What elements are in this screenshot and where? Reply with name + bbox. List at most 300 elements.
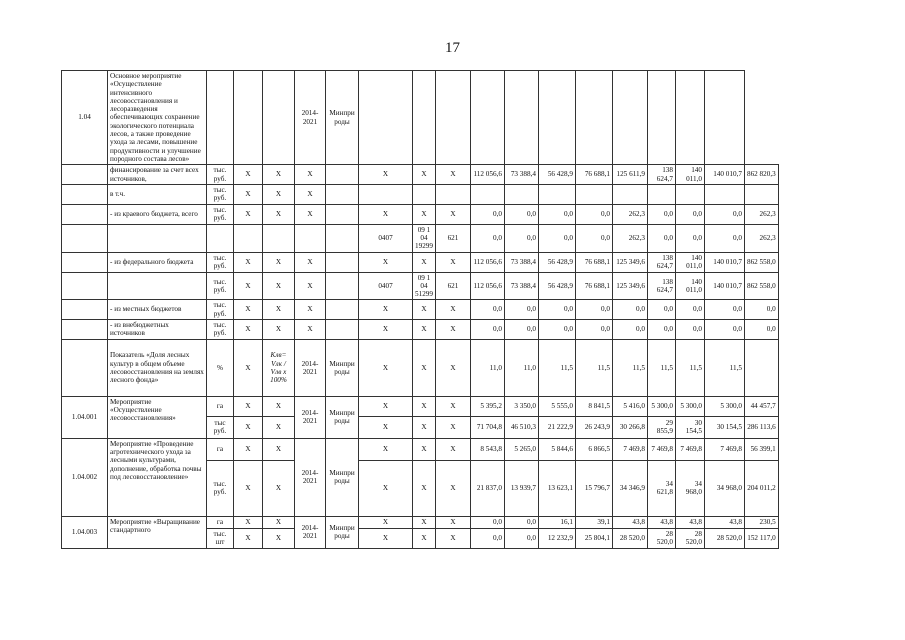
period-cell: 2014-2021	[295, 71, 326, 165]
table-cell: X	[359, 396, 413, 416]
value-cell: 44 457,7	[744, 396, 778, 416]
table-cell	[326, 165, 359, 185]
table-cell: X	[435, 396, 470, 416]
value-cell: 39,1	[575, 516, 612, 528]
value-cell: 862 820,3	[744, 165, 778, 185]
activity-1-04-002-row-1	[62, 438, 779, 460]
table-cell	[326, 272, 359, 300]
table-cell: X	[295, 204, 326, 224]
value-cell	[744, 339, 778, 396]
table-cell	[62, 252, 108, 272]
activity-1-04-001-row-1	[62, 396, 779, 416]
value-cell: 7 469,8	[704, 438, 744, 460]
value-cell: 0,0	[647, 204, 675, 224]
table-cell: X	[263, 185, 295, 205]
table-cell: 621	[435, 272, 470, 300]
value-cell: 34 968,0	[675, 460, 704, 516]
table-cell: X	[234, 528, 263, 548]
value-cell: 125 349,6	[612, 272, 647, 300]
value-cell: 15 796,7	[575, 460, 612, 516]
table-cell: тыс. шт	[207, 528, 234, 548]
value-cell: 0,0	[575, 319, 612, 339]
table-cell: X	[413, 300, 436, 320]
table-cell: X	[359, 339, 413, 396]
row-name: - из краевого бюджета, всего	[108, 204, 207, 224]
table-cell	[326, 204, 359, 224]
row-name	[108, 224, 207, 252]
table-cell	[575, 71, 612, 165]
value-cell: 125 349,6	[612, 252, 647, 272]
value-cell: 73 388,4	[504, 165, 538, 185]
table-cell: X	[234, 319, 263, 339]
value-cell: 0,0	[504, 204, 538, 224]
value-cell: 140 011,0	[675, 252, 704, 272]
table-cell: X	[359, 460, 413, 516]
table-cell	[435, 185, 470, 205]
value-cell: 0,0	[675, 204, 704, 224]
table-cell: X	[413, 460, 436, 516]
value-cell: 0,0	[504, 528, 538, 548]
table-cell: X	[234, 396, 263, 416]
table-cell: X	[435, 416, 470, 438]
value-cell: 13 939,7	[504, 460, 538, 516]
table-cell: X	[295, 185, 326, 205]
table-cell: X	[234, 185, 263, 205]
value-cell: 25 804,1	[575, 528, 612, 548]
value-cell: 11,0	[504, 339, 538, 396]
activity-name: Мероприятие «Осуществление лесовосстановления»	[108, 396, 207, 438]
value-cell: 140 011,0	[675, 165, 704, 185]
table-cell: X	[234, 204, 263, 224]
value-cell: 140 010,7	[704, 272, 744, 300]
table-cell	[647, 71, 675, 165]
value-cell: 262,3	[744, 224, 778, 252]
table-cell	[62, 339, 108, 396]
table-cell: 09 1 04 19299	[413, 224, 436, 252]
value-cell: 30 266,8	[612, 416, 647, 438]
period-cell: 2014-2021	[295, 438, 326, 516]
value-cell: 0,0	[575, 300, 612, 320]
table-cell: X	[359, 438, 413, 460]
value-cell	[504, 185, 538, 205]
value-cell: 0,0	[470, 516, 504, 528]
value-cell: 73 388,4	[504, 272, 538, 300]
table-cell: 621	[435, 224, 470, 252]
table-cell: X	[359, 416, 413, 438]
value-cell: 56 399,1	[744, 438, 778, 460]
value-cell: 16,1	[538, 516, 575, 528]
row-name: - из федерального бюджета	[108, 252, 207, 272]
table-cell	[504, 71, 538, 165]
value-cell: 6 866,5	[575, 438, 612, 460]
value-cell: 56 428,9	[538, 272, 575, 300]
table-cell: X	[413, 204, 436, 224]
executor-cell: Минпри роды	[326, 396, 359, 438]
table-cell: X	[435, 319, 470, 339]
value-cell: 5 844,6	[538, 438, 575, 460]
value-cell: 76 688,1	[575, 252, 612, 272]
value-cell: 112 056,6	[470, 272, 504, 300]
table-cell	[359, 71, 413, 165]
executor-cell: Минпри роды	[326, 516, 359, 548]
table-cell: X	[435, 204, 470, 224]
activity-name: Мероприятие «Проведение агротехнического ухода за лесными культурами, дополнение, обработка почвы под лесовосстановление»	[108, 438, 207, 516]
value-cell: 862 558,0	[744, 252, 778, 272]
value-cell: 0,0	[504, 224, 538, 252]
value-cell: 0,0	[470, 224, 504, 252]
table-cell: X	[295, 165, 326, 185]
activity-code: 1.04.001	[62, 396, 108, 438]
table-cell: X	[413, 438, 436, 460]
value-cell: 43,8	[675, 516, 704, 528]
value-cell: 0,0	[575, 224, 612, 252]
table-cell	[62, 319, 108, 339]
value-cell: 7 469,8	[675, 438, 704, 460]
value-cell: 43,8	[704, 516, 744, 528]
value-cell: 262,3	[612, 224, 647, 252]
table-cell: X	[435, 300, 470, 320]
table-cell: X	[295, 252, 326, 272]
value-cell: 0,0	[612, 319, 647, 339]
value-cell	[744, 185, 778, 205]
value-cell: 28 520,0	[675, 528, 704, 548]
table-cell: X	[413, 252, 436, 272]
table-cell	[326, 319, 359, 339]
value-cell: 11,5	[575, 339, 612, 396]
value-cell: 12 232,9	[538, 528, 575, 548]
table-cell	[62, 204, 108, 224]
activity-code: 1.04.003	[62, 516, 108, 548]
value-cell: 230,5	[744, 516, 778, 528]
program-table	[61, 70, 779, 549]
row-code: 1.04	[62, 71, 108, 165]
table-row	[62, 252, 779, 272]
formula-cell	[263, 339, 295, 396]
value-cell: 34 968,0	[704, 460, 744, 516]
table-cell	[62, 300, 108, 320]
table-cell	[359, 185, 413, 205]
value-cell: 138 624,7	[647, 252, 675, 272]
table-cell: 2014-2021	[295, 339, 326, 396]
value-cell: 76 688,1	[575, 272, 612, 300]
unit-cell: %	[207, 339, 234, 396]
executor-cell: Минпри роды	[326, 438, 359, 516]
table-row	[62, 185, 779, 205]
value-cell: 0,0	[647, 319, 675, 339]
value-cell: 5 300,0	[704, 396, 744, 416]
value-cell: 0,0	[504, 300, 538, 320]
value-cell: 11,5	[675, 339, 704, 396]
table-cell: X	[234, 416, 263, 438]
table-cell	[263, 224, 295, 252]
value-cell: 0,0	[470, 300, 504, 320]
value-cell: 0,0	[575, 204, 612, 224]
value-cell: 56 428,9	[538, 165, 575, 185]
value-cell: 0,0	[744, 319, 778, 339]
value-cell: 21 222,9	[538, 416, 575, 438]
row-name: - из внебюджетных источников	[108, 319, 207, 339]
page-number: 17	[445, 40, 460, 56]
table-cell: X	[263, 165, 295, 185]
value-cell: 5 300,0	[675, 396, 704, 416]
table-cell: X	[359, 300, 413, 320]
table-row	[62, 319, 779, 339]
value-cell: 286 113,6	[744, 416, 778, 438]
value-cell: 862 558,0	[744, 272, 778, 300]
value-cell: 8 543,8	[470, 438, 504, 460]
period-cell: 2014-2021	[295, 516, 326, 548]
table-cell: X	[413, 396, 436, 416]
value-cell: 0,0	[704, 300, 744, 320]
table-cell	[413, 185, 436, 205]
table-cell	[538, 71, 575, 165]
value-cell: 11,5	[612, 339, 647, 396]
row-name: в т.ч.	[108, 185, 207, 205]
table-cell	[612, 71, 647, 165]
value-cell: 5 300,0	[647, 396, 675, 416]
row-name: Основное мероприятие «Осуществление интенсивного лесовосстановления и лесоразведения обеспечивающих сохранение экологического потенциала лесов, а также проведение ухода за лесами, повышение продуктивности и улучшение породного состава лесов»	[108, 71, 207, 165]
table-cell: 09 1 04 51299	[413, 272, 436, 300]
table-cell	[295, 224, 326, 252]
value-cell: 30 154,5	[704, 416, 744, 438]
table-cell	[326, 185, 359, 205]
table-cell	[62, 224, 108, 252]
value-cell	[647, 185, 675, 205]
table-row	[62, 339, 779, 396]
table-body	[62, 71, 779, 549]
value-cell: 28 520,0	[612, 528, 647, 548]
value-cell: 0,0	[744, 300, 778, 320]
value-cell	[575, 185, 612, 205]
table-row	[62, 300, 779, 320]
table-cell: га	[207, 396, 234, 416]
value-cell: 0,0	[538, 319, 575, 339]
value-cell	[612, 185, 647, 205]
table-cell: X	[234, 438, 263, 460]
value-cell: 26 243,9	[575, 416, 612, 438]
value-cell: 152 117,0	[744, 528, 778, 548]
value-cell: 0,0	[538, 204, 575, 224]
table-cell: X	[234, 339, 263, 396]
value-cell: 0,0	[647, 300, 675, 320]
value-cell: 11,0	[470, 339, 504, 396]
value-cell: 11,5	[704, 339, 744, 396]
main-activity-row	[62, 71, 779, 165]
unit-cell	[207, 224, 234, 252]
table-cell: X	[413, 319, 436, 339]
activity-1-04-003-row-1	[62, 516, 779, 528]
table-cell: X	[234, 300, 263, 320]
value-cell: 11,5	[647, 339, 675, 396]
table-cell: X	[263, 252, 295, 272]
table-cell: X	[263, 204, 295, 224]
table-cell: 0407	[359, 272, 413, 300]
value-cell: 5 395,2	[470, 396, 504, 416]
value-cell: 28 520,0	[704, 528, 744, 548]
table-cell: X	[263, 319, 295, 339]
table-cell: X	[234, 460, 263, 516]
value-cell: 125 611,9	[612, 165, 647, 185]
value-cell: 0,0	[504, 319, 538, 339]
row-name: - из местных бюджетов	[108, 300, 207, 320]
unit-cell: тыс. руб.	[207, 319, 234, 339]
table-cell: X	[234, 516, 263, 528]
value-cell: 0,0	[675, 300, 704, 320]
table-cell	[326, 300, 359, 320]
table-cell: X	[263, 528, 295, 548]
row-name: Показатель «Доля лесных культур в общем объеме лесовосстановления на землях лесного фонда»	[108, 339, 207, 396]
value-cell: 13 623,1	[538, 460, 575, 516]
table-row	[62, 224, 779, 252]
table-cell: X	[263, 300, 295, 320]
value-cell: 0,0	[675, 224, 704, 252]
table-cell	[207, 71, 234, 165]
value-cell: 0,0	[538, 224, 575, 252]
unit-cell: тыс. руб.	[207, 272, 234, 300]
table-cell	[470, 71, 504, 165]
value-cell	[704, 185, 744, 205]
table-cell: X	[413, 516, 436, 528]
table-cell: X	[234, 272, 263, 300]
table-cell: X	[435, 528, 470, 548]
table-cell: X	[413, 528, 436, 548]
value-cell: 262,3	[744, 204, 778, 224]
table-row	[62, 272, 779, 300]
table-cell: X	[263, 272, 295, 300]
unit-cell: тыс. руб.	[207, 204, 234, 224]
table-cell: X	[413, 339, 436, 396]
table-cell: X	[359, 252, 413, 272]
value-cell: 5 555,0	[538, 396, 575, 416]
value-cell: 46 510,3	[504, 416, 538, 438]
table-cell	[234, 71, 263, 165]
table-cell	[435, 71, 470, 165]
table-cell: X	[359, 204, 413, 224]
table-cell	[326, 252, 359, 272]
table-cell: тыс руб.	[207, 416, 234, 438]
value-cell: 0,0	[538, 300, 575, 320]
value-cell	[675, 185, 704, 205]
executor-cell: Минпри роды	[326, 71, 359, 165]
table-cell: Минпри роды	[326, 339, 359, 396]
table-cell: X	[435, 438, 470, 460]
table-cell	[413, 71, 436, 165]
value-cell	[470, 185, 504, 205]
table-cell: X	[295, 300, 326, 320]
row-name: финансирование за счет всех источников,	[108, 165, 207, 185]
unit-cell: тыс. руб.	[207, 185, 234, 205]
table-cell: X	[435, 165, 470, 185]
table-cell	[326, 224, 359, 252]
value-cell: 21 837,0	[470, 460, 504, 516]
row-name	[108, 272, 207, 300]
value-cell: 5 416,0	[612, 396, 647, 416]
table-cell	[263, 71, 295, 165]
value-cell: 0,0	[704, 319, 744, 339]
table-cell: X	[435, 339, 470, 396]
value-cell: 28 520,0	[647, 528, 675, 548]
table-cell: X	[295, 319, 326, 339]
value-cell: 262,3	[612, 204, 647, 224]
value-cell: 140 010,7	[704, 252, 744, 272]
table-cell: X	[263, 460, 295, 516]
table-cell: X	[295, 272, 326, 300]
table-cell	[675, 71, 704, 165]
activity-code: 1.04.002	[62, 438, 108, 516]
table-cell: X	[263, 438, 295, 460]
value-cell: 140 010,7	[704, 165, 744, 185]
value-cell: 0,0	[704, 224, 744, 252]
activity-name: Мероприятие «Выращивание стандартного	[108, 516, 207, 548]
table-cell	[704, 71, 744, 165]
value-cell: 71 704,8	[470, 416, 504, 438]
unit-cell: тыс. руб.	[207, 300, 234, 320]
value-cell: 204 011,2	[744, 460, 778, 516]
value-cell: 5 265,0	[504, 438, 538, 460]
value-cell: 3 350,0	[504, 396, 538, 416]
value-cell: 7 469,8	[647, 438, 675, 460]
value-cell: 8 841,5	[575, 396, 612, 416]
table-cell	[234, 224, 263, 252]
value-cell	[538, 185, 575, 205]
value-cell: 0,0	[647, 224, 675, 252]
value-cell: 30 154,5	[675, 416, 704, 438]
table-cell: X	[435, 460, 470, 516]
value-cell: 7 469,8	[612, 438, 647, 460]
table-cell: X	[435, 252, 470, 272]
value-cell: 0,0	[612, 300, 647, 320]
table-cell: 0407	[359, 224, 413, 252]
value-cell: 34 346,9	[612, 460, 647, 516]
value-cell: 0,0	[470, 204, 504, 224]
unit-cell: тыс. руб.	[207, 252, 234, 272]
value-cell: 73 388,4	[504, 252, 538, 272]
value-cell: 140 011,0	[675, 272, 704, 300]
table-cell: X	[263, 516, 295, 528]
period-cell: 2014-2021	[295, 396, 326, 438]
table-cell: X	[359, 528, 413, 548]
table-cell: X	[435, 516, 470, 528]
table-cell: X	[359, 516, 413, 528]
value-cell: 0,0	[470, 319, 504, 339]
value-cell: 0,0	[675, 319, 704, 339]
value-cell: 34 621,8	[647, 460, 675, 516]
value-cell: 138 624,7	[647, 272, 675, 300]
table-cell	[62, 165, 108, 185]
value-cell: 11,5	[538, 339, 575, 396]
table-cell	[62, 185, 108, 205]
formula-text: Kлв= Vлк / Vлв x 100%	[270, 351, 287, 385]
table-cell: X	[413, 165, 436, 185]
table-cell: X	[413, 416, 436, 438]
value-cell: 29 855,9	[647, 416, 675, 438]
value-cell: 0,0	[470, 528, 504, 548]
value-cell: 0,0	[504, 516, 538, 528]
value-cell: 56 428,9	[538, 252, 575, 272]
table-cell: тыс. руб.	[207, 460, 234, 516]
value-cell: 76 688,1	[575, 165, 612, 185]
value-cell: 43,8	[647, 516, 675, 528]
table-cell: X	[234, 252, 263, 272]
value-cell: 112 056,6	[470, 252, 504, 272]
value-cell: 0,0	[704, 204, 744, 224]
value-cell: 43,8	[612, 516, 647, 528]
value-cell: 138 624,7	[647, 165, 675, 185]
table-cell: га	[207, 516, 234, 528]
table-cell: X	[359, 319, 413, 339]
table-cell: X	[263, 416, 295, 438]
table-cell	[62, 272, 108, 300]
